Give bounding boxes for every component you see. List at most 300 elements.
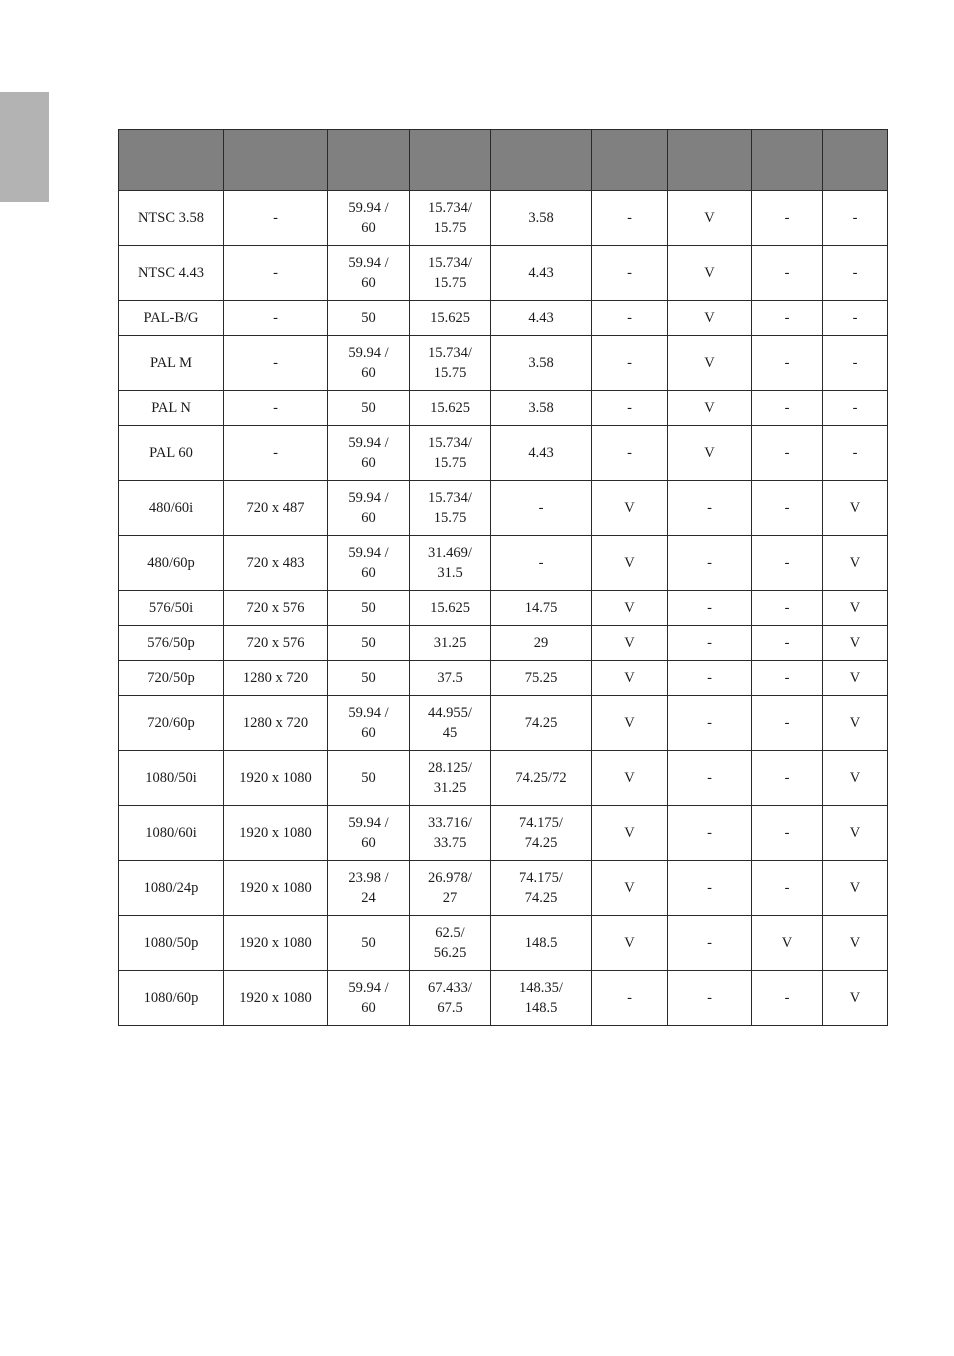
cell-text: PAL N [151,400,191,416]
cell-text: 4.43 [528,310,554,326]
table-cell [668,391,752,426]
table-cell [410,696,491,751]
table-row [119,336,888,391]
cell-text: - [784,555,790,571]
column-header [823,130,888,191]
table-cell [491,751,592,806]
table-row [119,301,888,336]
cell-text: V [624,825,635,841]
cell-text: PAL M [149,355,193,371]
table-cell [410,246,491,301]
table-cell [752,696,823,751]
cell-text: 15.75 [433,275,467,291]
cell-text: V [704,355,715,371]
table-cell [823,696,888,751]
cell-text: 31.5 [437,565,463,581]
row-signal-cell [119,246,224,301]
cell-text: V [704,310,715,326]
cell-text: - [707,500,712,516]
cell-text: 74.25 [524,715,558,731]
table-cell [224,391,328,426]
cell-text: V [849,600,861,616]
table-cell [823,591,888,626]
table-cell [668,806,752,861]
cell-text: 50 [361,935,376,951]
table-row [119,591,888,626]
cell-text: V [849,990,861,1006]
cell-text: 60 [361,725,376,741]
table-cell [823,971,888,1026]
cell-text: 15.75 [433,455,467,471]
cell-text: V [704,210,715,226]
cell-text: 15.75 [433,365,467,381]
cell-text: - [852,310,858,326]
cell-text: 59.94 / [348,255,389,271]
cell-text: 31.25 [433,635,467,651]
table-cell [224,971,328,1026]
table-cell [224,696,328,751]
cell-text: - [784,355,790,371]
cell-text: - [627,265,632,281]
table-cell [491,861,592,916]
cell-text: - [627,990,632,1006]
cell-text: 3.58 [528,355,554,371]
table-cell [823,861,888,916]
table-cell [592,336,668,391]
table-cell [328,481,410,536]
table-cell [752,916,823,971]
table-cell [328,336,410,391]
cell-text: - [852,265,858,281]
cell-text: 50 [361,310,376,326]
table-cell [823,391,888,426]
row-signal-cell [119,336,224,391]
cell-text: 15.734/ [428,200,472,216]
table-cell [668,971,752,1026]
table-cell [668,481,752,536]
table-row [119,481,888,536]
cell-text: V [849,935,861,951]
table-cell [410,336,491,391]
cell-text: 67.433/ [428,980,472,996]
cell-text: 75.25 [524,670,558,686]
cell-text: 15.734/ [428,435,472,451]
table-cell [752,626,823,661]
table-cell [668,696,752,751]
cell-text: 15.625 [430,600,470,616]
table-cell [328,246,410,301]
table-cell [410,301,491,336]
cell-text: 4.43 [528,265,554,281]
table-cell [328,661,410,696]
cell-text: - [627,310,632,326]
table-cell [668,916,752,971]
table-cell [592,536,668,591]
cell-text: V [849,635,861,651]
cell-text: - [707,715,712,731]
table-cell [668,591,752,626]
table-cell [224,481,328,536]
cell-text: - [784,635,790,651]
cell-text: NTSC 4.43 [137,265,205,281]
cell-text: 1080/60i [145,825,197,841]
row-signal-cell [119,861,224,916]
table-cell [224,661,328,696]
cell-text: - [784,670,790,686]
column-header [668,130,752,191]
row-signal-cell [119,916,224,971]
cell-text: 15.625 [430,310,470,326]
table-row [119,246,888,301]
cell-text: 1080/60p [143,990,199,1006]
cell-text: 50 [361,670,376,686]
cell-text: 14.75 [524,600,558,616]
cell-text: 15.734/ [428,255,472,271]
cell-text: 56.25 [433,945,467,961]
cell-text: 74.175/ [519,815,563,831]
table-cell [491,591,592,626]
cell-text: - [784,445,790,461]
table-row [119,861,888,916]
table-cell [823,426,888,481]
table-cell [668,336,752,391]
cell-text: - [784,210,790,226]
table-cell [328,426,410,481]
cell-text: 1280 x 720 [242,670,309,686]
cell-text: - [273,355,278,371]
cell-text: 45 [442,725,458,741]
table-cell [328,696,410,751]
table-cell [410,481,491,536]
cell-text: 50 [361,770,376,786]
row-signal-cell [119,481,224,536]
table-cell [823,246,888,301]
cell-text: - [784,770,790,786]
table-row [119,426,888,481]
cell-text: 720 x 576 [246,600,305,616]
cell-text: - [273,210,278,226]
cell-text: - [784,310,790,326]
row-signal-cell [119,971,224,1026]
table-cell [823,916,888,971]
table-cell [592,626,668,661]
cell-text: V [624,500,635,516]
cell-text: V [849,825,861,841]
cell-text: 1920 x 1080 [239,880,312,896]
cell-text: - [627,355,632,371]
cell-text: 59.94 / [348,435,389,451]
cell-text: 62.5/ [435,925,465,941]
table-cell [328,861,410,916]
table-cell [592,806,668,861]
cell-text: 1920 x 1080 [239,990,312,1006]
table-cell [823,336,888,391]
table-cell [224,806,328,861]
table-cell [491,696,592,751]
row-signal-cell [119,536,224,591]
cell-text: 37.5 [437,670,463,686]
cell-text: 59.94 / [348,490,389,506]
table-cell [224,751,328,806]
column-header [410,130,491,191]
cell-text: 26.978/ [428,870,472,886]
cell-text: V [624,935,635,951]
table-cell [592,301,668,336]
table-cell [752,861,823,916]
cell-text: 24 [361,890,376,906]
cell-text: 60 [361,220,376,236]
cell-text: 74.25 [524,835,558,851]
cell-text: - [627,445,632,461]
table-cell [823,536,888,591]
cell-text: V [624,715,635,731]
table-cell [410,806,491,861]
cell-text: 720/60p [147,715,195,731]
cell-text: 60 [361,510,376,526]
table-row [119,536,888,591]
cell-text: 44.955/ [428,705,472,721]
table-cell [491,661,592,696]
table-row [119,626,888,661]
table-cell [224,626,328,661]
table-cell [752,191,823,246]
table-cell [823,301,888,336]
table-cell [224,861,328,916]
cell-text: - [627,210,632,226]
cell-text: 29 [533,635,549,651]
table-cell [410,536,491,591]
table-cell [410,426,491,481]
table-cell [823,806,888,861]
chapter-side-tab [0,92,49,202]
table-cell [224,591,328,626]
cell-text: 59.94 / [348,815,389,831]
table-cell [752,426,823,481]
table-cell [668,661,752,696]
cell-text: 59.94 / [348,705,389,721]
table-body [119,191,888,1026]
row-signal-cell [119,591,224,626]
table-cell [668,301,752,336]
table-cell [592,916,668,971]
cell-text: V [704,400,715,416]
cell-text: 74.25/72 [515,770,567,786]
cell-text: 23.98 / [348,870,389,886]
table-cell [410,391,491,426]
cell-text: 3.58 [528,210,554,226]
table-cell [224,426,328,481]
table-cell [752,806,823,861]
table-cell [668,191,752,246]
table-cell [592,751,668,806]
cell-text: 15.75 [433,220,467,236]
cell-text: 148.5 [524,1000,558,1016]
table-cell [823,751,888,806]
column-header [328,130,410,191]
table-cell [752,336,823,391]
table-row [119,391,888,426]
cell-text: 1920 x 1080 [239,770,312,786]
cell-text: 60 [361,1000,376,1016]
cell-text: - [707,770,712,786]
cell-text: - [627,400,632,416]
table-cell [823,481,888,536]
cell-text: 59.94 / [348,545,389,561]
cell-text: 31.25 [433,780,467,796]
table-cell [668,426,752,481]
table-cell [410,751,491,806]
cell-text: - [273,445,278,461]
table-cell [224,536,328,591]
table-cell [491,336,592,391]
table-cell [328,301,410,336]
row-signal-cell [119,191,224,246]
table-cell [592,391,668,426]
row-signal-cell [119,301,224,336]
cell-text: V [624,555,635,571]
table-cell [328,591,410,626]
cell-text: - [707,880,712,896]
cell-text: - [784,500,790,516]
cell-text: V [849,715,861,731]
table-cell [410,191,491,246]
cell-text: 50 [361,400,376,416]
cell-text: 50 [361,635,376,651]
cell-text: - [852,355,858,371]
table-cell [592,696,668,751]
table-cell [592,971,668,1026]
table-cell [491,536,592,591]
cell-text: 720 x 487 [246,500,305,516]
table-row [119,916,888,971]
table-row [119,191,888,246]
table-cell [328,536,410,591]
cell-text: 15.625 [430,400,470,416]
table-cell [592,481,668,536]
table-cell [224,336,328,391]
row-signal-cell [119,391,224,426]
table-cell [491,916,592,971]
table-cell [668,536,752,591]
cell-text: 480/60p [147,555,195,571]
table-cell [592,861,668,916]
table-cell [328,191,410,246]
row-signal-cell [119,426,224,481]
table-cell [752,971,823,1026]
cell-text: V [849,670,861,686]
cell-text: - [784,400,790,416]
table-cell [823,626,888,661]
cell-text: - [784,600,790,616]
row-signal-cell [119,626,224,661]
table-cell [592,661,668,696]
column-header [592,130,668,191]
cell-text: - [707,825,712,841]
cell-text: - [273,310,278,326]
cell-text: V [624,770,635,786]
table-cell [491,391,592,426]
row-signal-cell [119,806,224,861]
cell-text: - [707,635,712,651]
table-cell [491,626,592,661]
table-cell [491,806,592,861]
table-cell [410,971,491,1026]
table-cell [410,916,491,971]
table-cell [491,426,592,481]
column-header [224,130,328,191]
table-cell [668,751,752,806]
table-row [119,971,888,1026]
cell-text: V [849,500,861,516]
table-cell [752,591,823,626]
table-cell [491,191,592,246]
cell-text: - [784,715,790,731]
cell-text: - [707,990,712,1006]
table-cell [328,971,410,1026]
cell-text: V [849,555,861,571]
cell-text: - [707,670,712,686]
cell-text: 60 [361,835,376,851]
table-cell [752,301,823,336]
cell-text: 27 [442,890,458,906]
cell-text: 15.75 [433,510,467,526]
table-cell [491,246,592,301]
table-cell [752,751,823,806]
cell-text: 60 [361,365,376,381]
cell-text: V [704,445,715,461]
cell-text: 480/60i [148,500,194,516]
cell-text: 1920 x 1080 [239,935,312,951]
cell-text: 720 x 576 [246,635,305,651]
table-row [119,661,888,696]
table-cell [752,661,823,696]
table-cell [592,246,668,301]
table-cell [328,916,410,971]
cell-text: 720 x 483 [246,555,305,571]
table-cell [491,301,592,336]
table-row [119,696,888,751]
cell-text: NTSC 3.58 [137,210,205,226]
cell-text: 60 [361,455,376,471]
cell-text: V [704,265,715,281]
cell-text: 148.35/ [519,980,563,996]
cell-text: - [784,880,790,896]
table-cell [823,661,888,696]
cell-text: 59.94 / [348,980,389,996]
cell-text: V [781,935,793,951]
cell-text: - [852,400,858,416]
table-cell [668,626,752,661]
cell-text: - [784,265,790,281]
column-header [119,130,224,191]
cell-text: PAL-B/G [143,310,199,326]
table-cell [328,751,410,806]
cell-text: 15.734/ [428,345,472,361]
cell-text: V [849,770,861,786]
cell-text: V [624,600,635,616]
cell-text: 1080/50i [145,770,197,786]
cell-text: - [273,400,278,416]
cell-text: 60 [361,275,376,291]
cell-text: 4.43 [528,445,554,461]
table-cell [410,591,491,626]
cell-text: 50 [361,600,376,616]
cell-text: 148.5 [524,935,558,951]
cell-text: 33.75 [433,835,467,851]
table-header-row [119,130,888,191]
table-cell [224,301,328,336]
row-signal-cell [119,751,224,806]
